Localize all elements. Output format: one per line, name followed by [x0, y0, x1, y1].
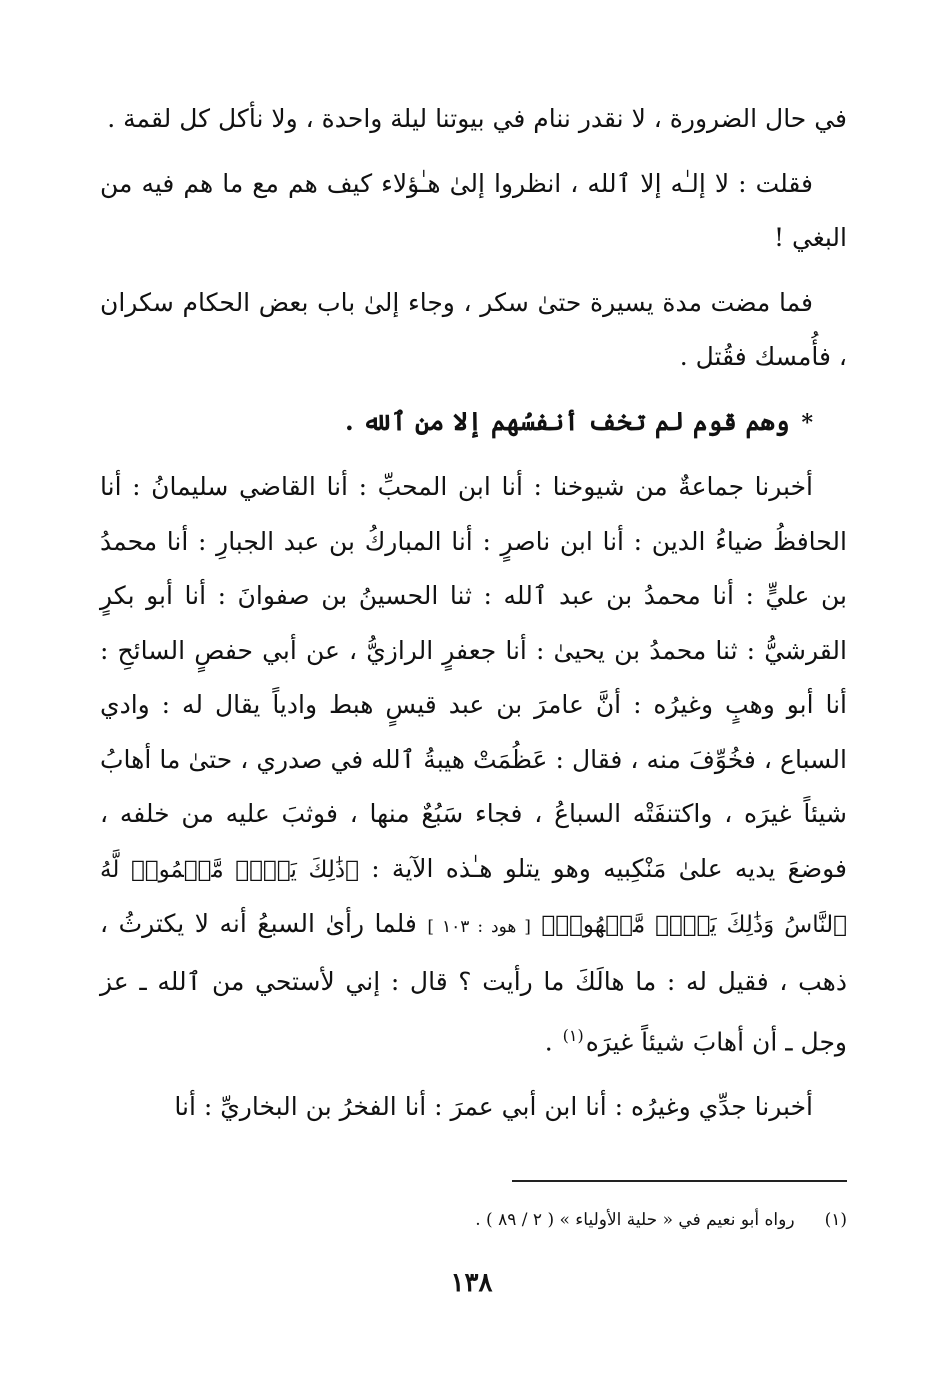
page-number: ١٣٨ — [450, 1268, 493, 1298]
footnote-text: رواه أبو نعيم في « حلية الأولياء » ( ٢ / ٨٩ ) . — [475, 1210, 795, 1230]
footnote — [100, 1206, 847, 1234]
narration-continuation: فلما رأىٰ السبعُ أنه لا يكترثُ ، ذهب ، فقيل له : ما هالَكَ ما رأيت ؟ قال : إني لأستحي من ٱلله ـ عز وجل ـ أن أهابَ شيئاً غيرَه — [100, 909, 847, 1057]
main-text — [100, 92, 847, 1144]
paragraph-2: فقلت : لا إلـٰه إلا ٱلله ، انظروا إلىٰ هـٰؤلاء كيف هم مع ما هم فيه من البغي ! — [100, 168, 847, 252]
quran-reference: [ هود : ١٠٣ ] — [427, 917, 531, 937]
last-paragraph: أخبرنا جدِّي وغيرُه : أنا ابن أبي عمرَ : أنا الفخرُ بن البخاريِّ : أنا — [174, 1091, 813, 1121]
footnote-divider — [512, 1180, 847, 1182]
narration-end: . — [544, 1027, 553, 1057]
section-heading-text: وهم قوم لم تخف أنفسُهم إلا من ٱلله . — [344, 406, 790, 436]
narration-paragraph — [100, 460, 847, 1070]
section-heading — [100, 395, 847, 451]
footnote-number: (١) — [824, 1210, 847, 1230]
paragraph-3: فما مضت مدة يسيرة حتىٰ سكر ، وجاء إلىٰ باب بعض الحكام سكران ، فأُمسك فقُتل . — [100, 287, 847, 371]
paragraph-1: في حال الضرورة ، لا نقدر ننام في بيوتنا ليلة واحدة ، ولا نأكل كل لقمة . — [107, 104, 847, 133]
quran-verse: ﴿ذَٰلِكَ يَوۡمٞ مَّجۡمُوعٞ لَّهُ ٱلنَّاسُ وَذَٰلِكَ يَوۡمٞ مَّشۡهُودٞ﴾ — [100, 856, 847, 938]
footnote-mark: (١) — [562, 1026, 584, 1045]
narration-text: أخبرنا جماعةٌ من شيوخنا : أنا ابن المحبِّ : أنا القاضي سليمانُ : أنا الحافظُ ضياءُ الدين : أنا ابن ناصرٍ : أنا المباركُ بن عبد الجبارِ : أنا محمدُ بن عليٍّ : أنا محمدُ بن عبد ٱلله : ثنا الحسينُ بن صفوانَ : أنا أبو بكرٍ القرشيُّ : ثنا محمدُ بن يحيىٰ : أنا جعفرٍ الرازيُّ ، عن أبي حفصٍ السائحِ : أنا أبو وهبٍ وغيرُه : أنَّ عامرَ بن عبد قيسٍ هبط وادياً يقال له : وادي السباع ، فخُوِّفَ منه ، فقال : عَظُمَتْ هيبةُ ٱلله في صدري ، حتىٰ ما أهابُ شيئاً غيرَه ، واكتنفَتْه السباعُ ، فجاء سَبُعٌ منها ، فوثبَ عليه من خلفه ، فوضعَ يديه علىٰ مَنْكِبيه وهو يتلو هـٰذه الآية : — [100, 472, 847, 883]
star-icon: * — [801, 409, 813, 436]
